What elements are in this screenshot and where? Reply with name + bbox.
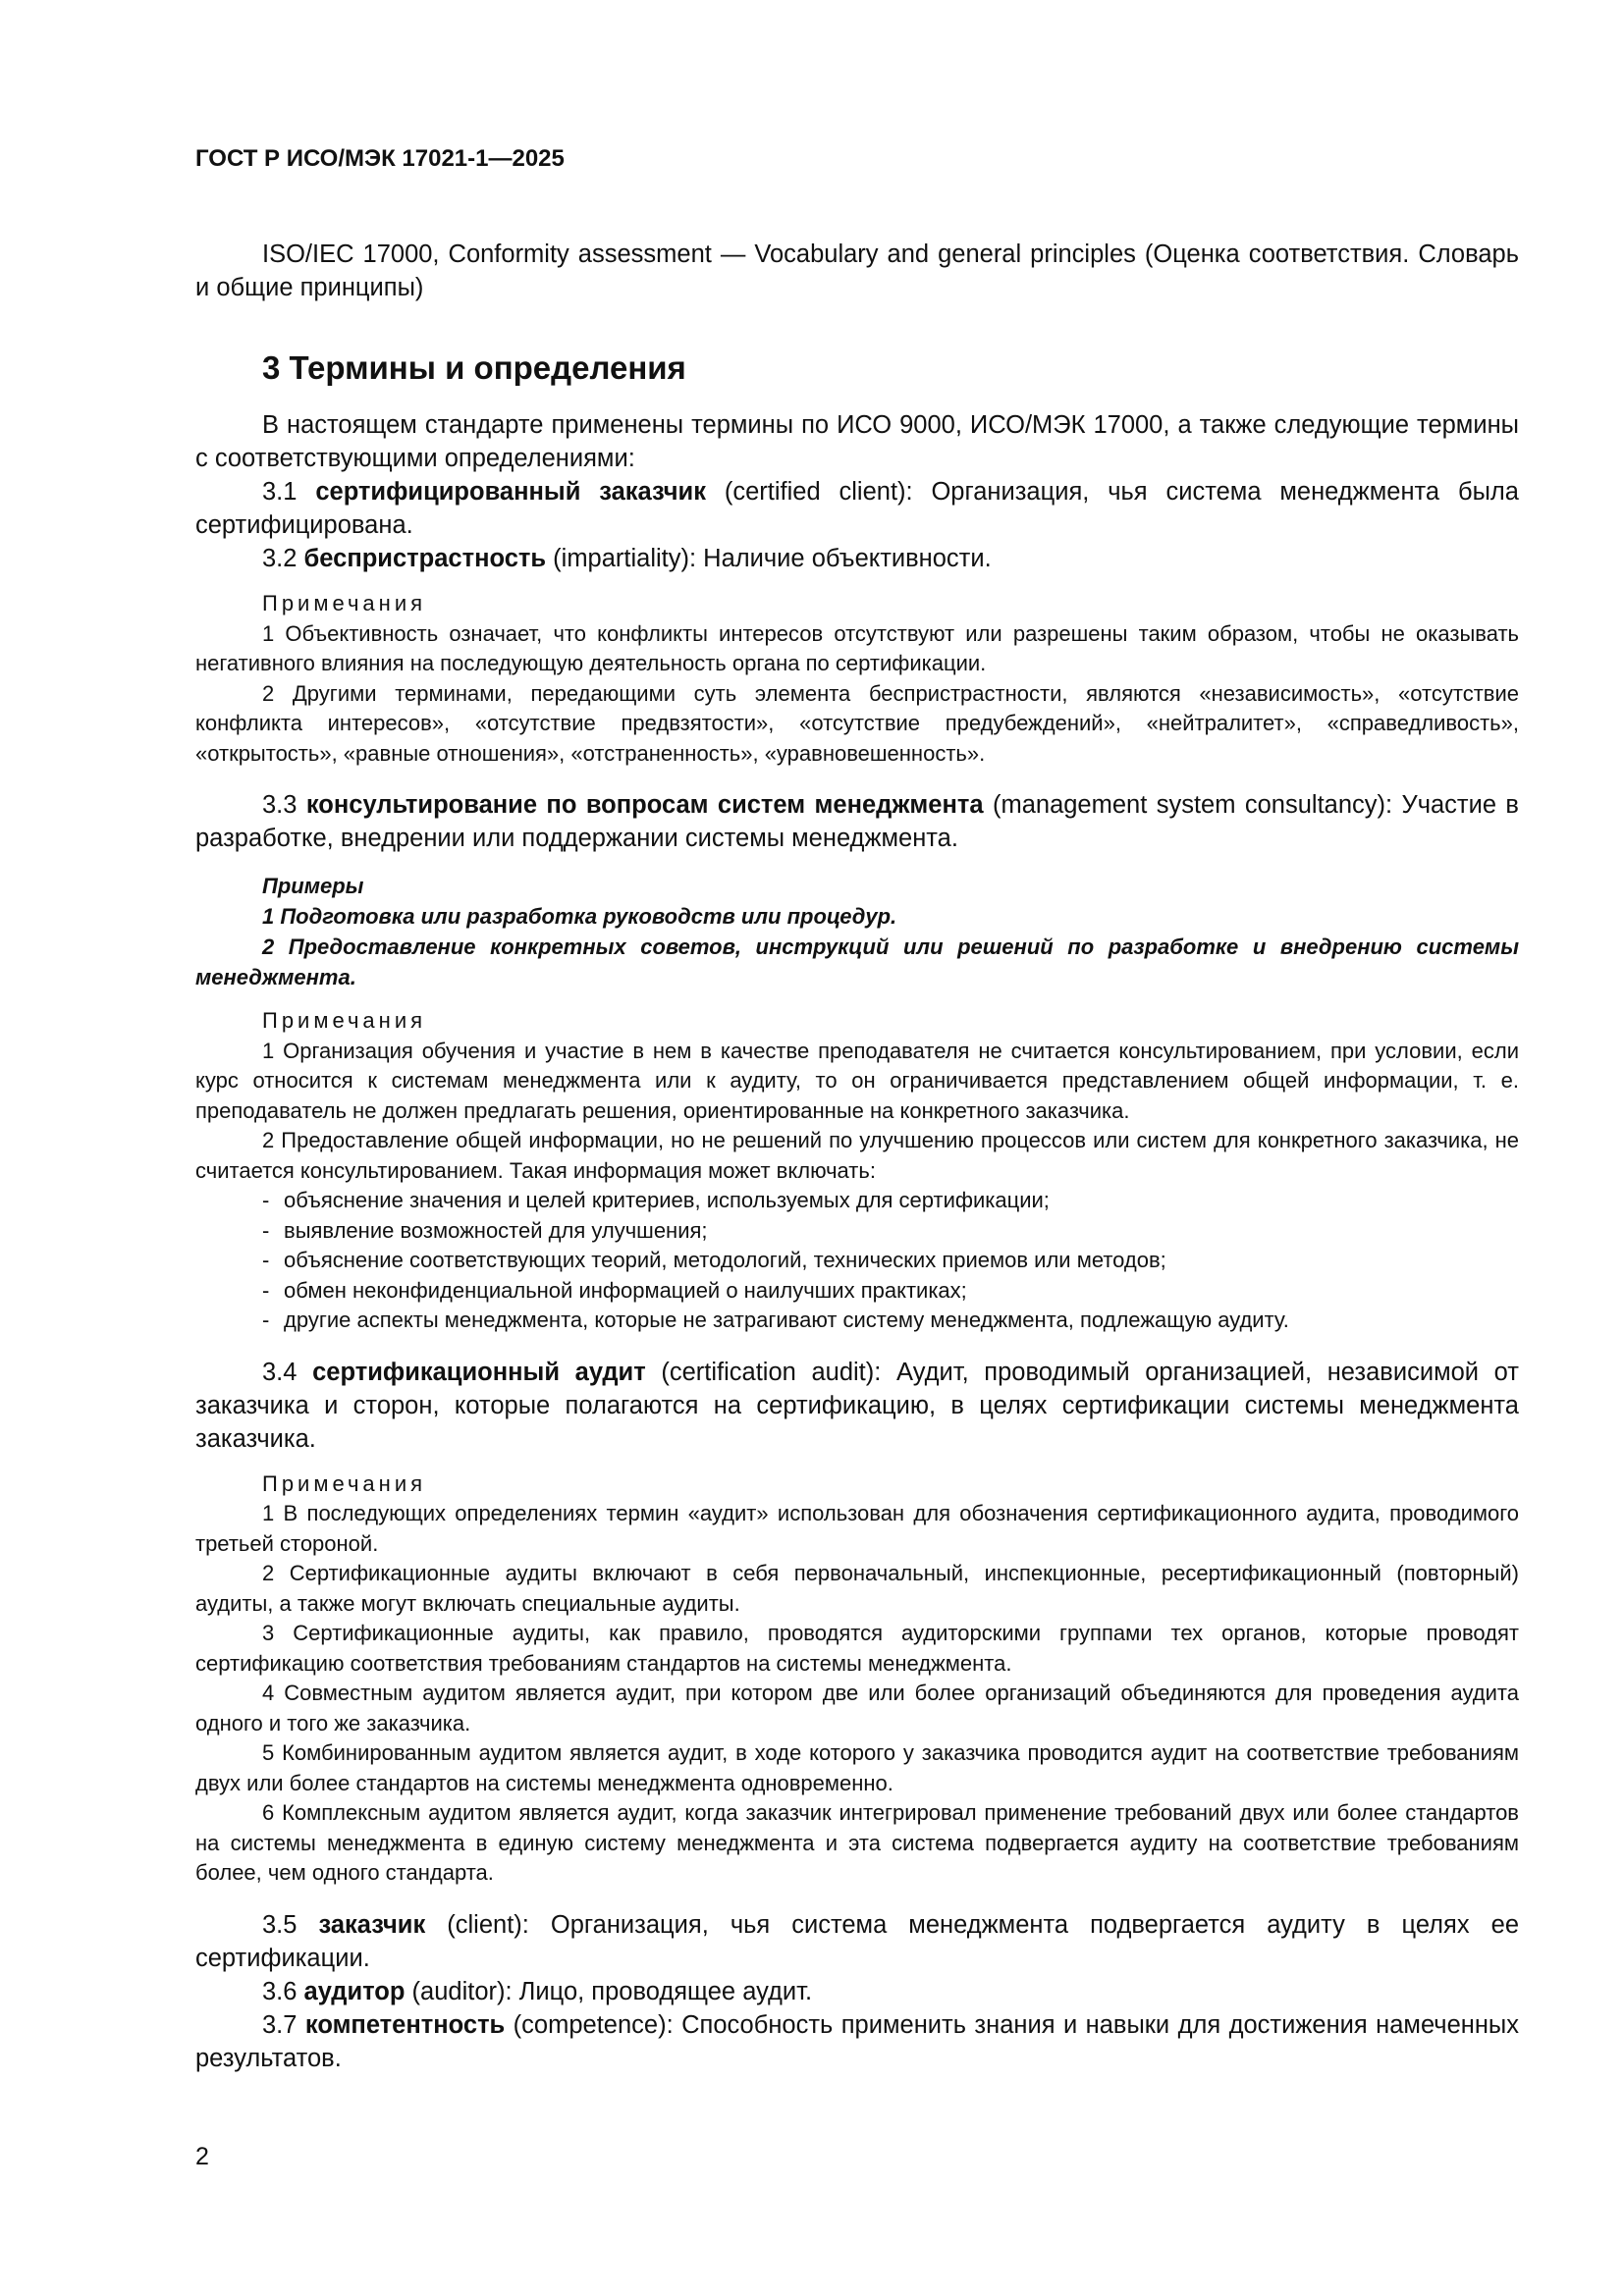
examples-label: Примеры <box>262 874 364 898</box>
term-3-3 <box>195 788 1519 855</box>
term-definition: (certified client): Организация, чья система менеджмента была сертифицирована. <box>195 478 1519 539</box>
notes-label: Примечания <box>262 591 427 615</box>
note: 2 Другими терминами, передающими суть элемента беспристрастности, являются «независимость», «отсутствие конфликта интересов», «отсутствие предвзятости», «отсутствие предубеждений», «нейтралитет», «справедливость», «открытость», «равные отношения», «отстраненность», «уравновешенность». <box>195 680 1519 766</box>
term-number: 3.4 <box>262 1358 298 1386</box>
term-3-4 <box>195 1356 1519 1456</box>
notes-label: Примечания <box>262 1008 427 1033</box>
list-item: - обмен неконфиденциальной информацией о наилучших практиках; <box>262 1276 1519 1307</box>
term-definition: (competence): Способность применить знания и навыки для достижения намеченных результатов. <box>195 2010 1519 2072</box>
intro-reference: ISO/IEC 17000, Conformity assessment — Vocabulary and general principles (Оценка соответствия. Словарь и общие принципы) <box>195 240 1519 301</box>
note: 2 Предоставление общей информации, но не решений по улучшению процессов или систем для конкретного заказчика, не считается консультированием. Такая информация может включать: <box>195 1128 1519 1183</box>
note: 1 Объективность означает, что конфликты интересов отсутствуют или разрешены таким образом, чтобы не оказывать негативного влияния на последующую деятельность органа по сертификации. <box>195 620 1519 675</box>
term-3-2 <box>195 542 1519 575</box>
list-item: - другие аспекты менеджмента, которые не затрагивают систему менеджмента, подлежащую аудиту. <box>262 1306 1519 1336</box>
term-number: 3.6 <box>262 1977 298 2005</box>
term-3-5 <box>195 1908 1519 1975</box>
note: 5 Комбинированным аудитом является аудит, в ходе которого у заказчика проводится аудит на соответствие требованиям двух или более стандартов на системы менеджмента одновременно. <box>195 1740 1519 1795</box>
term-definition: (impartiality): Наличие объективности. <box>546 545 992 572</box>
notes-label: Примечания <box>262 1470 427 1496</box>
document-page <box>195 145 1519 2075</box>
section-title: 3 Термины и определения <box>262 349 686 386</box>
term-3-6 <box>195 1975 1519 2008</box>
term-number: 3.1 <box>262 478 298 506</box>
term-name: заказчик <box>318 1910 426 1939</box>
example: 2 Предоставление конкретных советов, инструкций или решений по разработке и внедрению системы менеджмента. <box>195 934 1519 989</box>
info-list <box>195 1186 1519 1336</box>
list-item: - выявление возможностей для улучшения; <box>262 1216 1519 1247</box>
term-definition: (client): Организация, чья система менеджмента подвергается аудиту в целях ее сертификации. <box>195 1910 1519 1972</box>
term-3-7 <box>195 2008 1519 2075</box>
page-number: 2 <box>195 2143 209 2170</box>
term-name: компетентность <box>304 2010 506 2039</box>
term-name: сертифицированный заказчик <box>315 478 706 506</box>
term-definition: (auditor): Лицо, проводящее аудит. <box>405 1977 813 2005</box>
note: 1 Организация обучения и участие в нем в качестве преподавателя не считается консультированием, при условии, если курс относится к системам менеджмента или к аудиту, то он ограничивается представлением общей информации, т. е. преподаватель не должен предлагать решения, ориентированные на конкретного заказчика. <box>195 1038 1519 1123</box>
list-item: - объяснение значения и целей критериев, используемых для сертификации; <box>262 1186 1519 1216</box>
term-number: 3.2 <box>262 545 298 572</box>
note: 3 Сертификационные аудиты, как правило, проводятся аудиторскими группами тех органов, которые проводят сертификацию соответствия требованиям стандартов на системы менеджмента. <box>195 1621 1519 1676</box>
term-definition: (management system consultancy): Участие в разработке, внедрении или поддержании системы менеджмента. <box>195 791 1519 852</box>
term-name: сертификационный аудит <box>312 1358 646 1386</box>
doc-header: ГОСТ Р ИСО/МЭК 17021-1—2025 <box>195 145 565 172</box>
section-intro: В настоящем стандарте применены термины по ИСО 9000, ИСО/МЭК 17000, а также следующие термины с соответствующими определениями: <box>195 411 1519 472</box>
term-name: консультирование по вопросам систем менеджмента <box>305 791 984 819</box>
note: 1 В последующих определениях термин «аудит» использован для обозначения сертификационного аудита, проводимого третьей стороной. <box>195 1501 1519 1556</box>
example: 1 Подготовка или разработка руководств или процедур. <box>262 904 897 929</box>
term-number: 3.3 <box>262 791 298 819</box>
term-number: 3.5 <box>262 1910 298 1939</box>
note: 4 Совместным аудитом является аудит, при котором две или более организаций объединяются для проведения аудита одного и того же заказчика. <box>195 1681 1519 1735</box>
term-3-1 <box>195 475 1519 542</box>
note: 2 Сертификационные аудиты включают в себя первоначальный, инспекционные, ресертификационный (повторный) аудиты, а также могут включать специальные аудиты. <box>195 1561 1519 1616</box>
note: 6 Комплексным аудитом является аудит, когда заказчик интегрировал применение требований двух или более стандартов на системы менеджмента в единую систему менеджмента и эта система подвергается аудиту на соответствие требованиям более, чем одного стандарта. <box>195 1800 1519 1885</box>
term-definition: (certification audit): Аудит, проводимый организацией, независимой от заказчика и сторон, которые полагаются на сертификацию, в целях сертификации системы менеджмента заказчика. <box>195 1358 1519 1453</box>
term-name: беспристрастность <box>303 545 547 572</box>
list-item: - объяснение соответствующих теорий, методологий, технических приемов или методов; <box>262 1246 1519 1276</box>
term-name: аудитор <box>303 1977 406 2005</box>
term-number: 3.7 <box>262 2010 298 2039</box>
